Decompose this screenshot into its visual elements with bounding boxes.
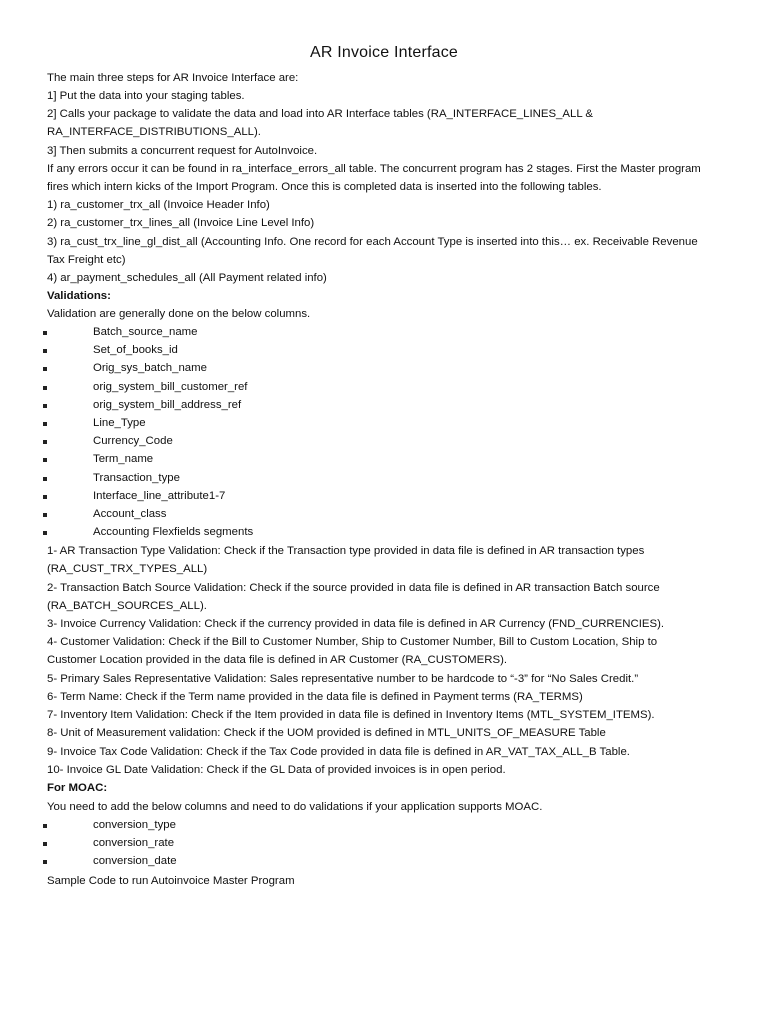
closing-line: Sample Code to run Autoinvoice Master Program [47, 875, 295, 887]
validation-rule-line: 6- Term Name: Check if the Term name provided in the data file is defined in Payment terms (RA_TERMS) [47, 691, 583, 703]
validation-rule-line: 4- Customer Validation: Check if the Bill to Customer Number, Ship to Customer Number, Bill to Custom Location, Ship to [47, 636, 658, 648]
validation-column-item: Term_name [93, 453, 154, 465]
intro-line: fires which intern kicks of the Import Program. Once this is completed data is inserted into the following tables. [47, 181, 602, 193]
bullet-icon [43, 824, 47, 828]
bullet-icon [43, 331, 47, 335]
bullet-icon [43, 477, 47, 481]
bullet-icon [43, 842, 47, 846]
intro-line: Tax Freight etc) [47, 254, 126, 266]
bullet-icon [43, 440, 47, 444]
intro-line: 1) ra_customer_trx_all (Invoice Header Info) [47, 199, 270, 211]
bullet-icon [43, 495, 47, 499]
intro-line: RA_INTERFACE_DISTRIBUTIONS_ALL). [47, 126, 261, 138]
intro-line: 1] Put the data into your staging tables. [47, 90, 245, 102]
moac-column-item: conversion_date [93, 855, 177, 867]
moac-intro: You need to add the below columns and need to do validations if your application supports MOAC. [47, 801, 543, 813]
intro-line: 2) ra_customer_trx_lines_all (Invoice Line Level Info) [47, 217, 315, 229]
intro-line: 3) ra_cust_trx_line_gl_dist_all (Accounting Info. One record for each Account Type is inserted into this… ex. Receivable Revenue [47, 236, 698, 248]
validation-column-item: Orig_sys_batch_name [93, 362, 207, 374]
intro-line: 3] Then submits a concurrent request for AutoInvoice. [47, 145, 318, 157]
validation-rule-line: 8- Unit of Measurement validation: Check if the UOM provided is defined in MTL_UNITS_OF_MEASURE Table [47, 727, 606, 739]
intro-line: If any errors occur it can be found in ra_interface_errors_all table. The concurrent program has 2 stages. First the Master program [47, 163, 701, 175]
validation-rule-line: 9- Invoice Tax Code Validation: Check if the Tax Code provided in data file is defined in AR_VAT_TAX_ALL_B Table. [47, 746, 630, 758]
validation-column-item: Account_class [93, 508, 167, 520]
bullet-icon [43, 860, 47, 864]
validation-column-item: Accounting Flexfields segments [93, 526, 254, 538]
validation-rule-line: Customer Location provided in the data file is defined in AR Customer (RA_CUSTOMERS). [47, 654, 508, 666]
bullet-icon [43, 386, 47, 390]
moac-column-item: conversion_rate [93, 837, 175, 849]
intro-line: 4) ar_payment_schedules_all (All Payment related info) [47, 272, 327, 284]
bullet-icon [43, 367, 47, 371]
intro-line: The main three steps for AR Invoice Interface are: [47, 72, 299, 84]
validations-intro: Validation are generally done on the below columns. [47, 308, 311, 320]
moac-heading: For MOAC: [47, 782, 108, 794]
validation-column-item: Batch_source_name [93, 326, 198, 338]
validation-rule-line: (RA_BATCH_SOURCES_ALL). [47, 600, 207, 612]
bullet-icon [43, 422, 47, 426]
bullet-icon [43, 458, 47, 462]
validation-column-item: Set_of_books_id [93, 344, 178, 356]
validation-rule-line: 5- Primary Sales Representative Validation: Sales representative number to be hardcode to “-3” for “No Sales Credit.” [47, 673, 639, 685]
validation-rule-line: 7- Inventory Item Validation: Check if the Item provided in data file is defined in Inventory Items (MTL_SYSTEM_ITEMS). [47, 709, 655, 721]
validation-column-item: Currency_Code [93, 435, 173, 447]
validation-column-item: Transaction_type [93, 472, 180, 484]
validation-column-item: Interface_line_attribute1-7 [93, 490, 226, 502]
validation-column-item: orig_system_bill_address_ref [93, 399, 242, 411]
validation-rule-line: 2- Transaction Batch Source Validation: Check if the source provided in data file is defined in AR transaction Batch source [47, 582, 660, 594]
bullet-icon [43, 531, 47, 535]
validation-rule-line: 10- Invoice GL Date Validation: Check if the GL Data of provided invoices is in open period. [47, 764, 506, 776]
bullet-icon [43, 349, 47, 353]
validation-column-item: Line_Type [93, 417, 146, 429]
bullet-icon [43, 404, 47, 408]
moac-column-item: conversion_type [93, 819, 176, 831]
validation-column-item: orig_system_bill_customer_ref [93, 381, 248, 393]
bullet-icon [43, 513, 47, 517]
validations-heading: Validations: [47, 290, 111, 302]
validation-rule-line: 1- AR Transaction Type Validation: Check if the Transaction type provided in data file is defined in AR transaction types [47, 545, 645, 557]
validation-rule-line: 3- Invoice Currency Validation: Check if the currency provided in data file is defined in AR Currency (FND_CURRENCIES). [47, 618, 665, 630]
validation-rule-line: (RA_CUST_TRX_TYPES_ALL) [47, 563, 208, 575]
page-title: AR Invoice Interface [309, 44, 459, 61]
intro-line: 2] Calls your package to validate the data and load into AR Interface tables (RA_INTERFACE_LINES_ALL & [47, 108, 593, 120]
